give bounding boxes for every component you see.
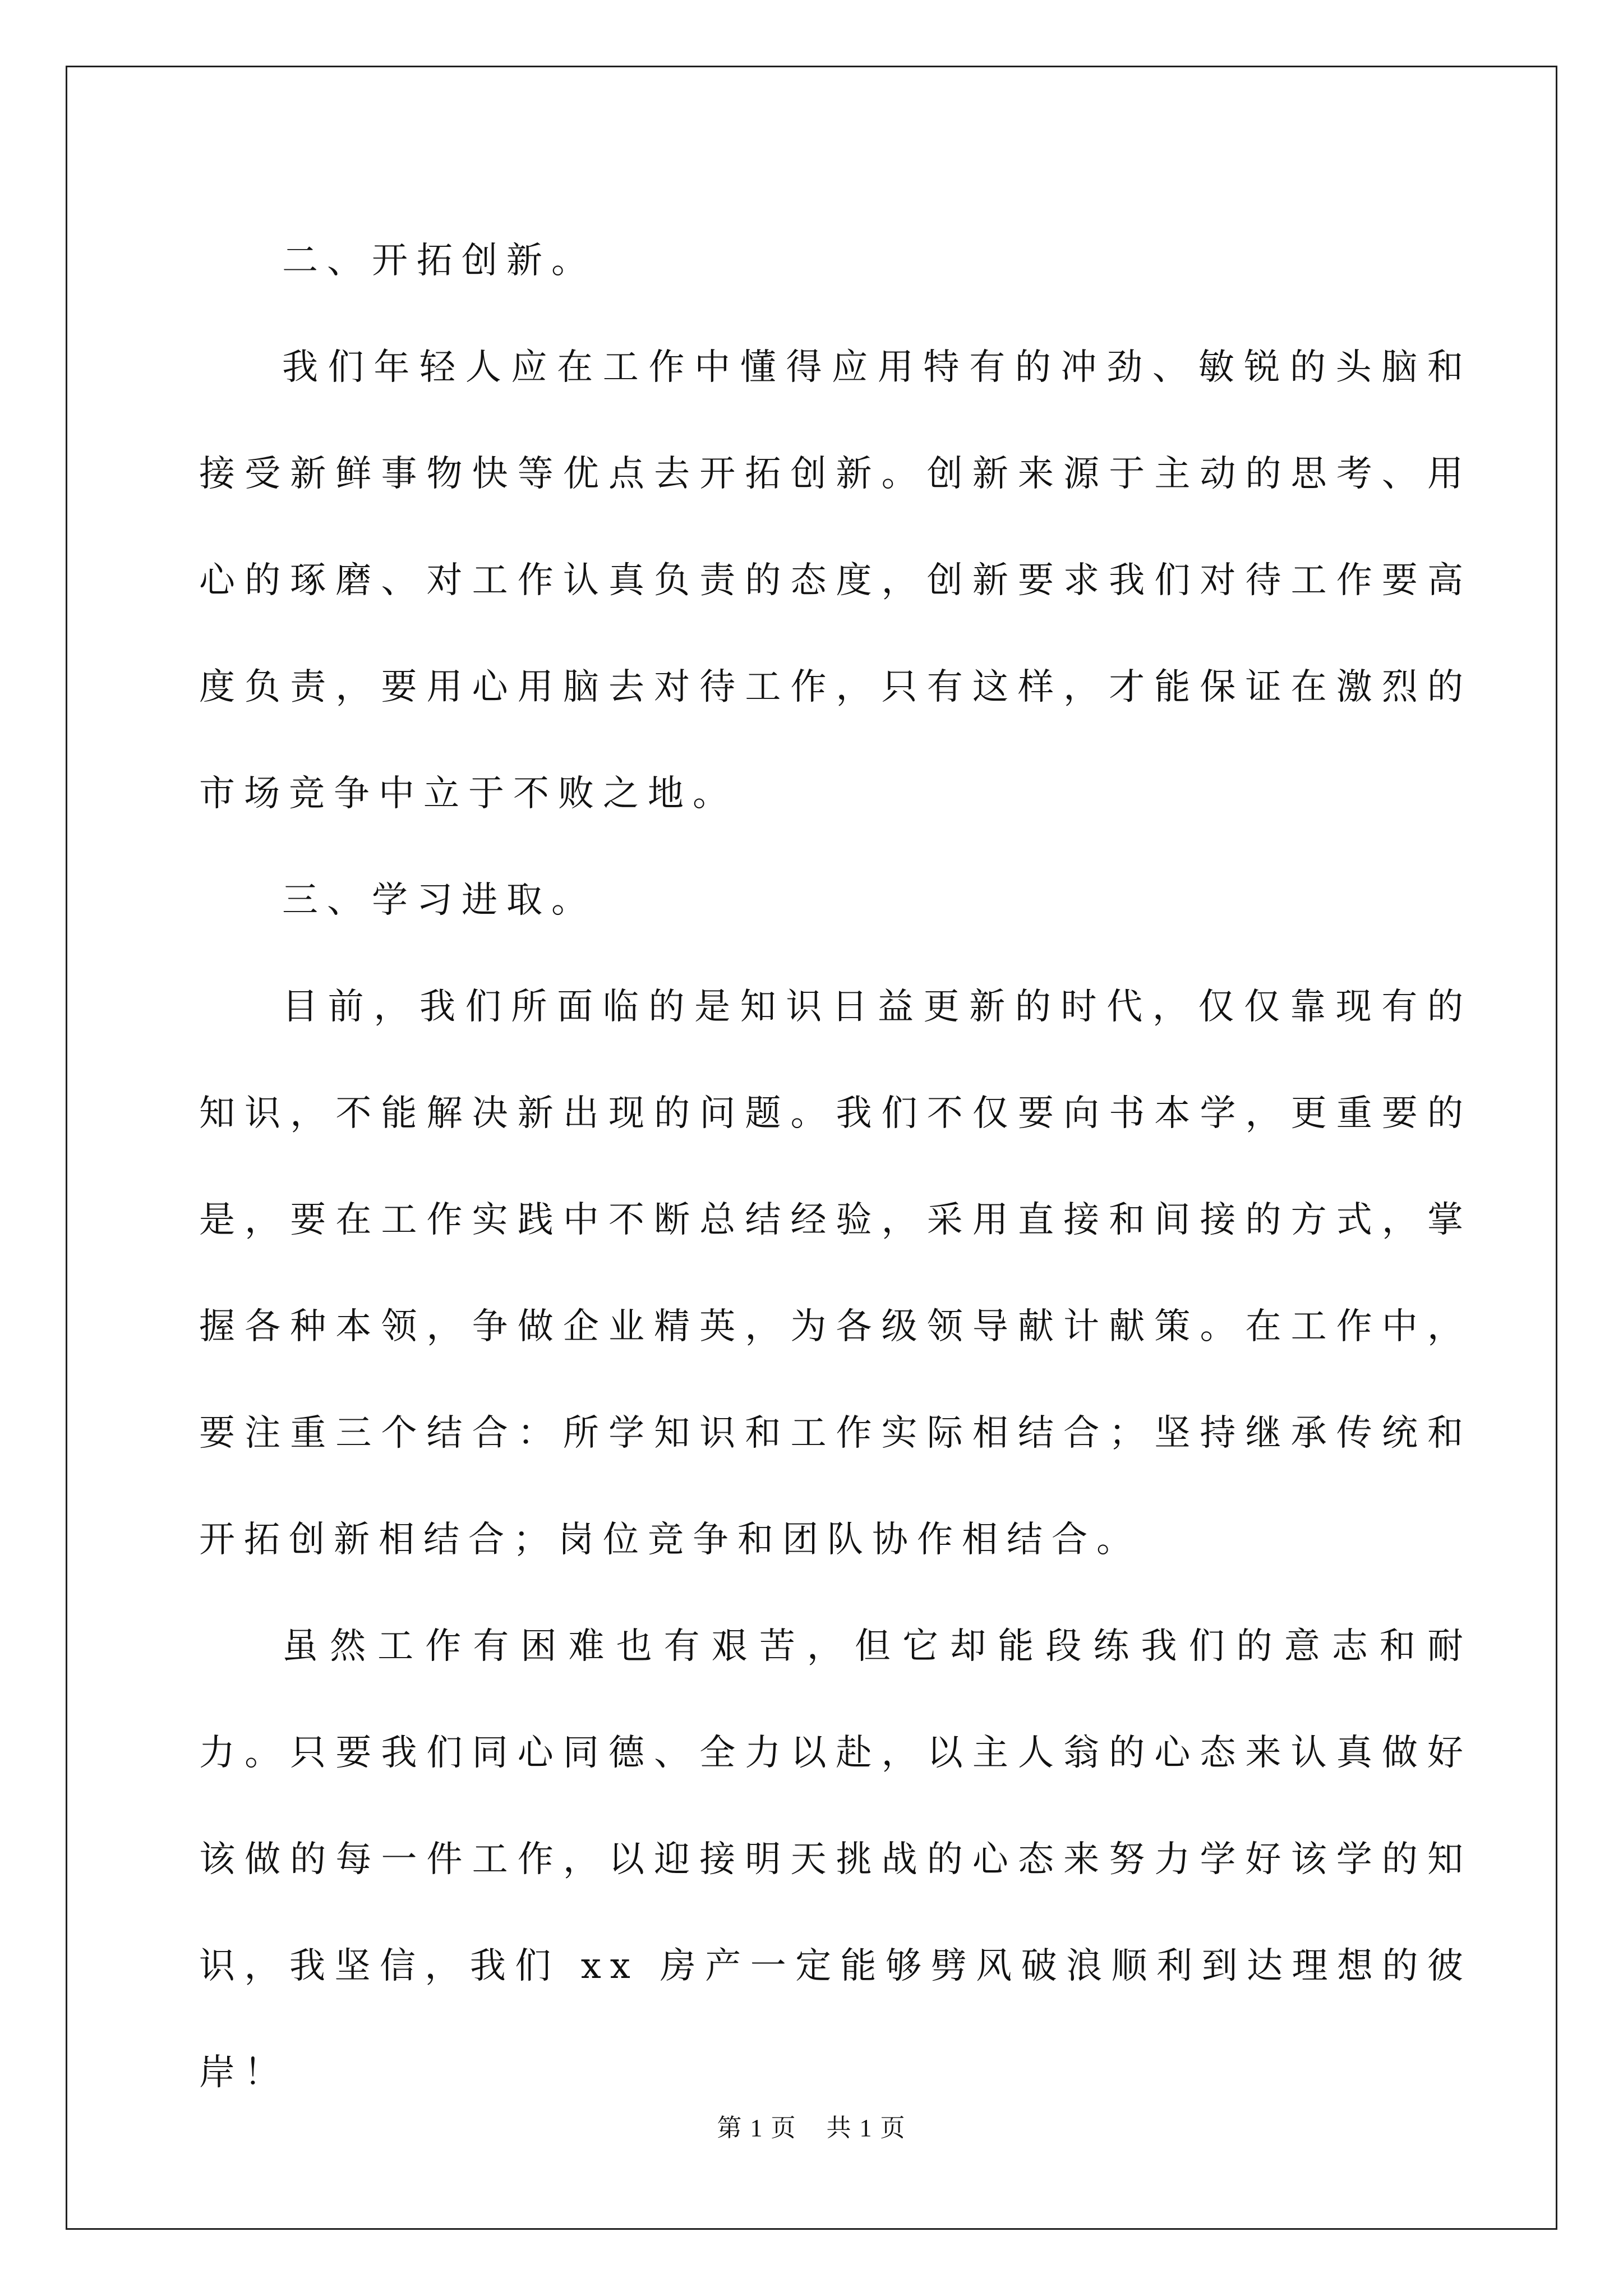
page-footer (0, 2108, 1623, 2143)
section-heading-innovation: 二、开拓创新。 (282, 240, 596, 282)
paragraph-learning: 目前，我们所面临的是知识日益更新的时代，仅仅靠现有的知识，不能解决新出现的问题。我们不仅要向书本学，更重要的是，要在工作实践中不断总结经验，采用直接和间接的方式，掌握各种本领，争做企业精英，为各级领导献计献策。在工作中，要注重三个结合：所学知识和工作实际相结合；坚持继承传统和开拓创新相结合；岗位竞争和团队协作相结合。 (199, 986, 1472, 1561)
paragraph-innovation: 我们年轻人应在工作中懂得应用特有的冲劲、敏锐的头脑和接受新鲜事物快等优点去开拓创新。创新来源于主动的思考、用心的琢磨、对工作认真负责的态度，创新要求我们对待工作要高度负责，要用心用脑去对待工作，只有这样，才能保证在激烈的市场竞争中立于不败之地。 (199, 347, 1472, 815)
section-heading-learning: 三、学习进取。 (282, 880, 596, 921)
paragraph-conclusion: 虽然工作有困难也有艰苦，但它却能段练我们的意志和耐力。只要我们同心同德、全力以赴，以主人翁的心态来认真做好该做的每一件工作，以迎接明天挑战的心态来努力学好该学的知识，我坚信，我们 xx 房产一定能够劈风破浪顺利到达理想的彼岸！ (199, 1626, 1472, 2093)
page-number: 第 1 页 (717, 2114, 797, 2142)
page-total: 共 1 页 (826, 2114, 906, 2142)
document-body (199, 208, 1472, 2126)
